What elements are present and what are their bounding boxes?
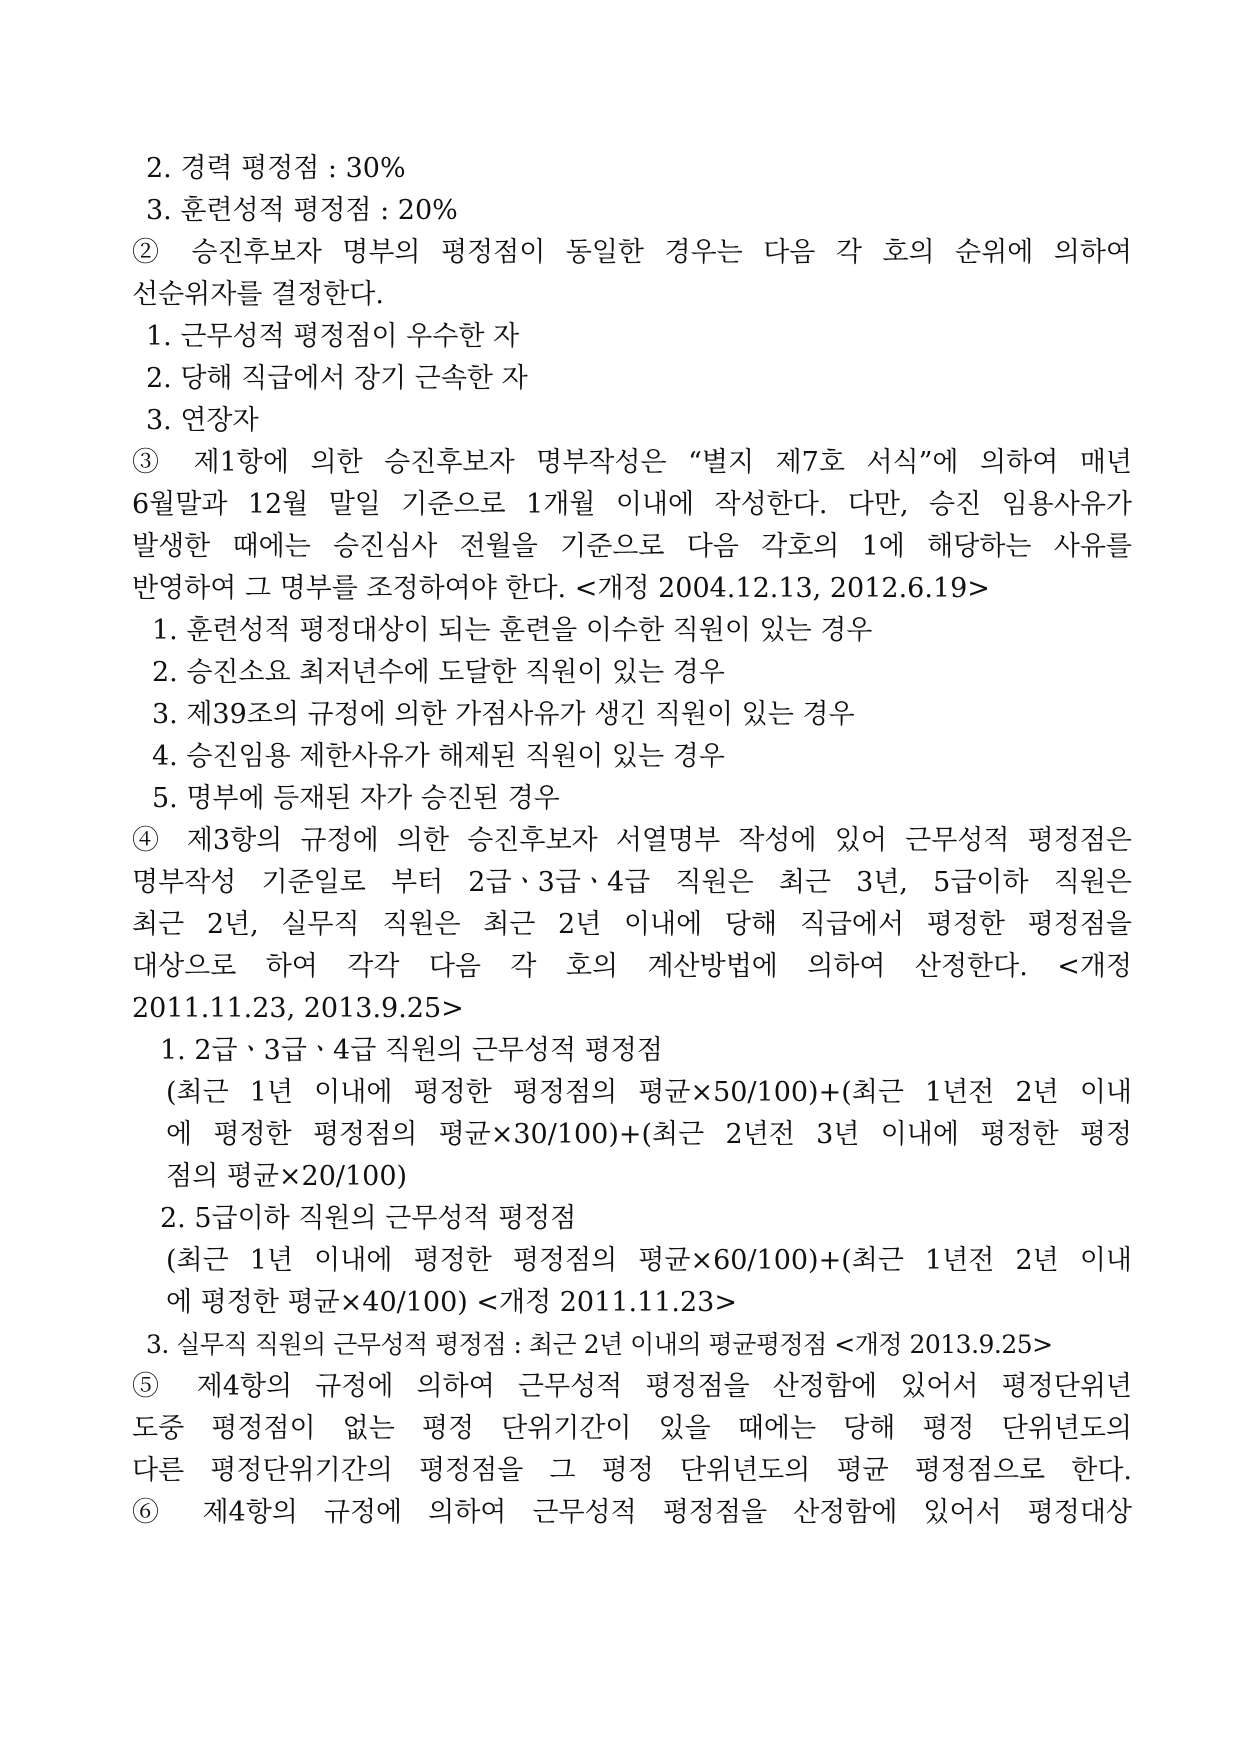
text-line: 3. 실무직 직원의 근무성적 평정점 : 최근 2년 이내의 평균평정점 <개정 2013.9.25> (146, 1330, 1053, 1359)
text-line: 반영하여 그 명부를 조정하여야 한다. <개정 2004.12.13, 2012.6.19> (132, 573, 990, 604)
text-line: ② 승진후보자 명부의 평정점이 동일한 경우는 다음 각 호의 순위에 의하여 (132, 237, 1132, 268)
text-line: ⑥ 제4항의 규정에 의하여 근무성적 평정점을 산정함에 있어서 평정대상 (132, 1497, 1132, 1528)
text-line: 발생한 때에는 승진심사 전월을 기준으로 다음 각호의 1에 해당하는 사유를 (132, 531, 1132, 562)
text-line: 3. 제39조의 규정에 의한 가점사유가 생긴 직원이 있는 경우 (152, 699, 855, 730)
text-line: 명부작성 기준일로 부터 2급ㆍ3급ㆍ4급 직원은 최근 3년, 5급이하 직원은 (132, 867, 1132, 898)
text-line: 도중 평정점이 없는 평정 단위기간이 있을 때에는 당해 평정 단위년도의 (132, 1413, 1132, 1444)
text-line: 4. 승진임용 제한사유가 해제된 직원이 있는 경우 (152, 741, 725, 772)
text-line: ⑤ 제4항의 규정에 의하여 근무성적 평정점을 산정함에 있어서 평정단위년 (132, 1371, 1132, 1402)
text-line: 대상으로 하여 각각 다음 각 호의 계산방법에 의하여 산정한다. <개정 (132, 951, 1132, 982)
text-line: 6월말과 12월 말일 기준으로 1개월 이내에 작성한다. 다만, 승진 임용사유가 (132, 489, 1132, 520)
text-line: ③ 제1항에 의한 승진후보자 명부작성은 “별지 제7호 서식”에 의하여 매년 (132, 447, 1132, 478)
text-line: (최근 1년 이내에 평정한 평정점의 평균×50/100)+(최근 1년전 2년 이내 (166, 1077, 1132, 1108)
text-line: 2. 승진소요 최저년수에 도달한 직원이 있는 경우 (152, 657, 725, 688)
text-line: 3. 연장자 (146, 405, 259, 436)
text-line: 점의 평균×20/100) (166, 1161, 408, 1192)
text-line: 최근 2년, 실무직 직원은 최근 2년 이내에 당해 직급에서 평정한 평정점을 (132, 909, 1132, 940)
text-line: 2. 경력 평정점 : 30% (146, 153, 406, 184)
text-line: 3. 훈련성적 평정점 : 20% (146, 195, 458, 226)
text-line: 1. 훈련성적 평정대상이 되는 훈련을 이수한 직원이 있는 경우 (152, 615, 873, 646)
text-line: 2011.11.23, 2013.9.25> (132, 993, 464, 1024)
text-line: 1. 2급ㆍ3급ㆍ4급 직원의 근무성적 평정점 (160, 1035, 663, 1066)
text-line: ④ 제3항의 규정에 의한 승진후보자 서열명부 작성에 있어 근무성적 평정점은 (132, 825, 1132, 856)
text-line: (최근 1년 이내에 평정한 평정점의 평균×60/100)+(최근 1년전 2년 이내 (166, 1245, 1132, 1276)
document-body (132, 148, 1132, 1534)
text-line: 2. 5급이하 직원의 근무성적 평정점 (160, 1203, 577, 1234)
text-line: 다른 평정단위기간의 평정점을 그 평정 단위년도의 평균 평정점으로 한다. (132, 1455, 1132, 1486)
text-line: 5. 명부에 등재된 자가 승진된 경우 (152, 783, 560, 814)
text-line: 에 평정한 평균×40/100) <개정 2011.11.23> (166, 1287, 737, 1318)
text-line: 선순위자를 결정한다. (132, 279, 384, 310)
text-line: 2. 당해 직급에서 장기 근속한 자 (146, 363, 528, 394)
text-line: 에 평정한 평정점의 평균×30/100)+(최근 2년전 3년 이내에 평정한 평정 (166, 1119, 1132, 1150)
text-line: 1. 근무성적 평정점이 우수한 자 (146, 321, 520, 352)
